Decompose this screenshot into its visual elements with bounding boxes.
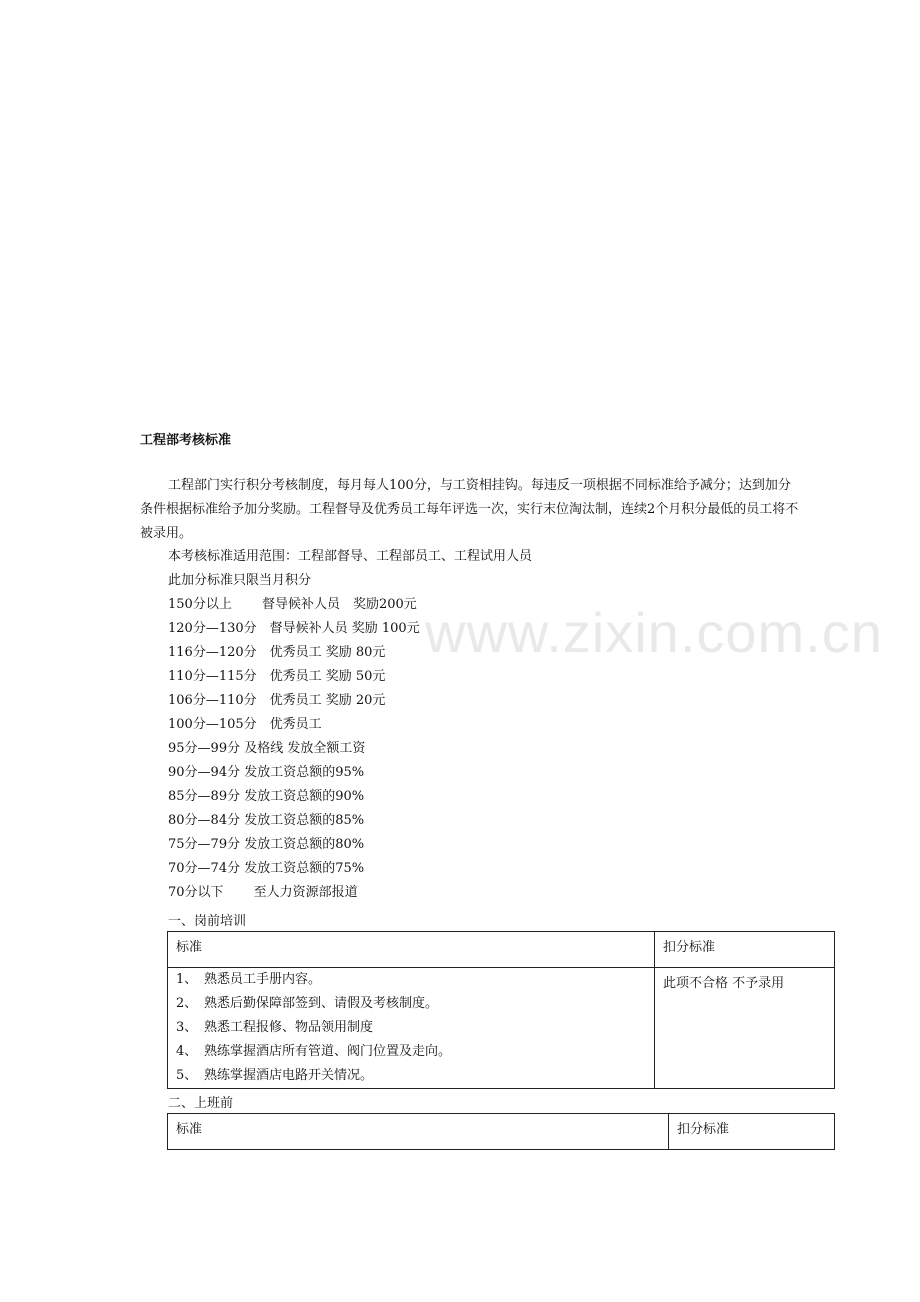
header-deduction: 扣分标准: [669, 1114, 835, 1150]
table-header-row: [168, 1114, 835, 1150]
score-rule-line: 116分—120分 优秀员工 奖励 80元: [168, 645, 386, 660]
standard-items-cell: [168, 968, 655, 1089]
score-rule-line: 80分—84分 发放工资总额的85%: [168, 813, 365, 828]
list-item: 3、 熟悉工程报修、物品领用制度: [176, 1020, 374, 1035]
document-title: 工程部考核标准: [140, 433, 232, 448]
header-deduction: 扣分标准: [655, 932, 835, 968]
header-standard: 标准: [168, 1114, 669, 1150]
score-rules-list: [168, 545, 532, 905]
table-row: [168, 968, 835, 1089]
bonus-note-line: 此加分标准只限当月积分: [168, 573, 312, 588]
list-item: 4、 熟练掌握酒店所有管道、阀门位置及走向。: [176, 1044, 452, 1059]
list-item: 1、 熟悉员工手册内容。: [176, 972, 322, 987]
score-rule-line: 95分—99分 及格线 发放全额工资: [168, 741, 366, 756]
score-rule-line: 150分以上 督导候补人员 奖励200元: [168, 597, 417, 612]
score-rule-line: 106分—110分 优秀员工 奖励 20元: [168, 693, 386, 708]
section-heading-pre-job-training: 一、岗前培训: [168, 914, 247, 929]
score-rule-line: 90分—94分 发放工资总额的95%: [168, 765, 365, 780]
pre-job-training-table: [167, 931, 835, 1089]
score-rule-line: 75分—79分 发放工资总额的80%: [168, 837, 365, 852]
score-rule-line: 85分—89分 发放工资总额的90%: [168, 789, 365, 804]
score-rule-line: 100分—105分 优秀员工: [168, 717, 322, 732]
scope-line: 本考核标准适用范围：工程部督导、工程部员工、工程试用人员: [168, 549, 533, 564]
intro-text: 工程部门实行积分考核制度，每月每人100分，与工资相挂钩。每违反一项根据不同标准给予减分；达到加分条件根据标准给予加分奖励。工程督导及优秀员工每年评选一次，实行末位淘汰制，连续2个月积分最低的员工将不被录用。: [140, 478, 799, 541]
list-item: 2、 熟悉后勤保障部签到、请假及考核制度。: [176, 996, 439, 1011]
before-work-table: [167, 1113, 835, 1150]
score-rule-line: 110分—115分 优秀员工 奖励 50元: [168, 669, 386, 684]
header-standard: 标准: [168, 932, 655, 968]
intro-paragraph: [140, 474, 800, 546]
deduction-cell: 此项不合格 不予录用: [655, 968, 835, 1089]
score-rule-line: 70分以下 至人力资源部报道: [168, 885, 358, 900]
section-heading-before-work: 二、上班前: [168, 1096, 234, 1111]
list-item: 5、 熟练掌握酒店电路开关情况。: [176, 1068, 374, 1083]
score-rule-line: 120分—130分 督导候补人员 奖励 100元: [168, 621, 420, 636]
watermark: www.zixin.com.cn: [425, 601, 883, 664]
score-rule-line: 70分—74分 发放工资总额的75%: [168, 861, 365, 876]
table-header-row: [168, 932, 835, 968]
